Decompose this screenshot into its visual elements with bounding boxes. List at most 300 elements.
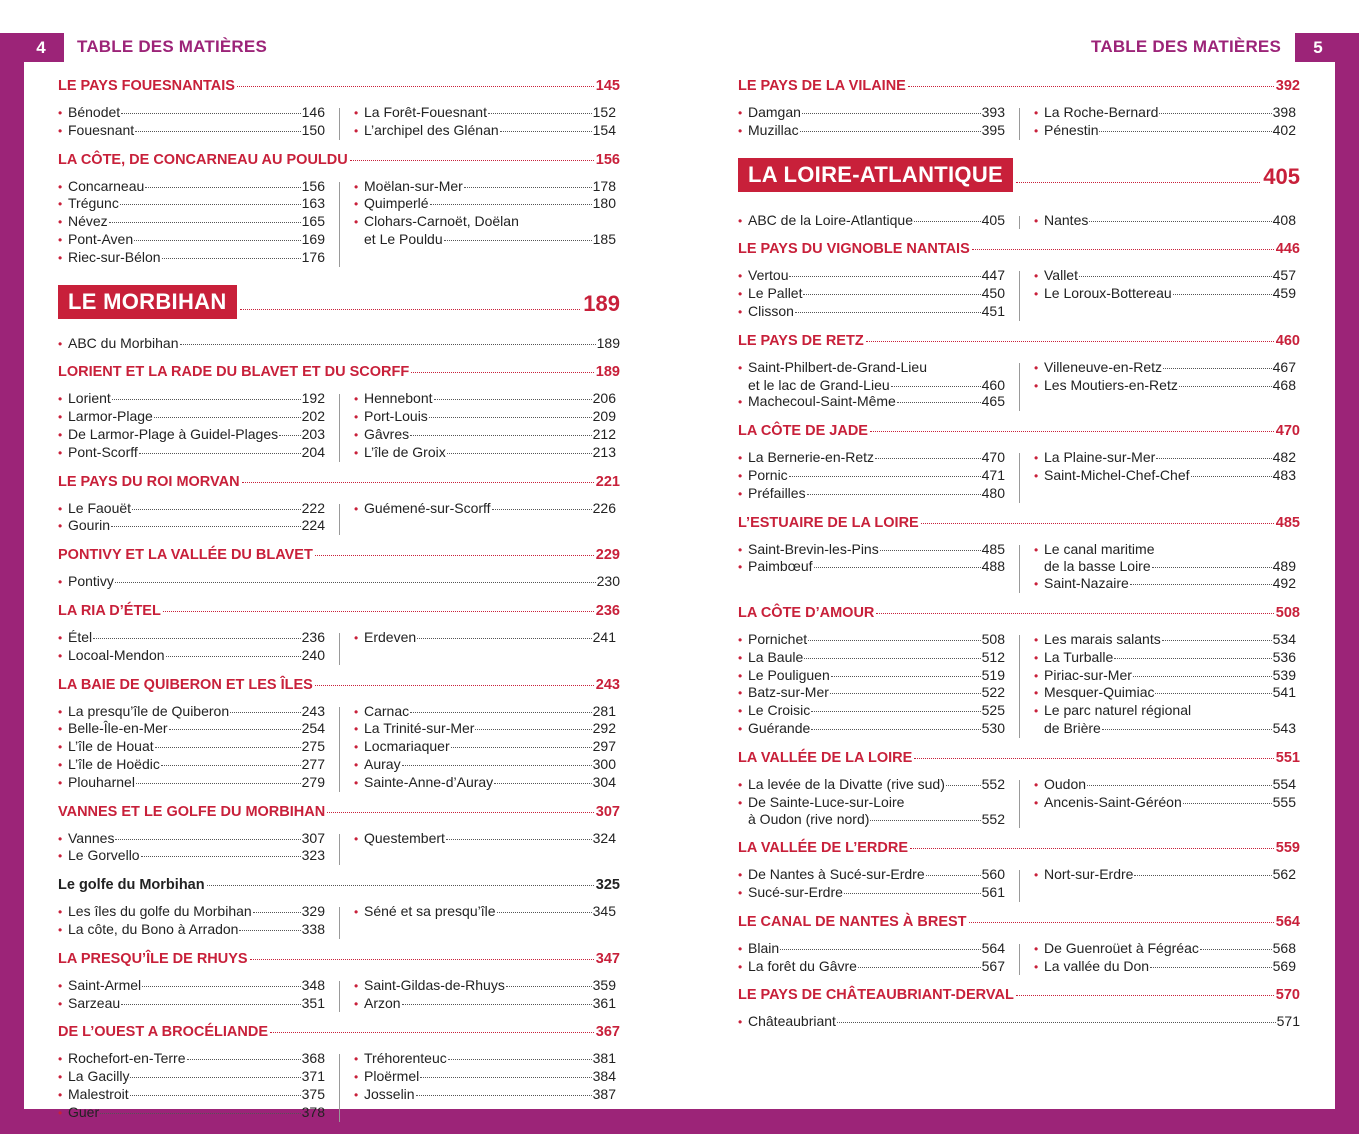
- entry-name: Pornichet: [748, 630, 808, 647]
- toc-entry[interactable]: [1034, 122, 1296, 140]
- entry-name: Guérande: [748, 719, 811, 736]
- entry-page-number: 300: [592, 755, 616, 772]
- section-heading[interactable]: [58, 603, 620, 623]
- toc-entry[interactable]: [738, 449, 1005, 467]
- toc-entry[interactable]: [1034, 866, 1296, 884]
- toc-entry[interactable]: [58, 1050, 325, 1068]
- bullet-icon: •: [58, 630, 63, 645]
- toc-entry[interactable]: [58, 977, 325, 995]
- column-right: [1034, 776, 1296, 828]
- toc-entry[interactable]: [1034, 377, 1296, 395]
- two-column-list: [738, 267, 1300, 320]
- toc-entry[interactable]: [738, 393, 1005, 411]
- dot-leader: [946, 785, 981, 786]
- dot-leader: [130, 1077, 300, 1078]
- toc-entry[interactable]: [354, 995, 616, 1013]
- toc-entry-continued[interactable]: [354, 231, 616, 248]
- entry-page-number: 465: [981, 393, 1005, 410]
- entry-name: Mesquer-Quimiac: [1044, 684, 1155, 701]
- toc-entry[interactable]: [58, 774, 325, 792]
- bullet-icon: •: [1034, 269, 1039, 284]
- entry-name: Larmor-Plage: [68, 408, 153, 425]
- bullet-icon: •: [354, 757, 359, 772]
- page-number-left: 4: [0, 33, 64, 62]
- dot-leader: [494, 783, 591, 784]
- entry-name: Sucé-sur-Erdre: [748, 883, 843, 900]
- toc-entry[interactable]: [738, 940, 1005, 958]
- entry-page-number: 178: [592, 177, 616, 194]
- entry-page-number: 536: [1272, 648, 1296, 665]
- column-left: [738, 449, 1005, 502]
- entry-page-number: 402: [1272, 121, 1296, 138]
- section-page-number: 145: [595, 78, 620, 94]
- toc-entry[interactable]: [58, 738, 325, 756]
- entry-name: Ploërmel: [364, 1068, 420, 1085]
- toc-entry[interactable]: [738, 684, 1005, 702]
- dot-leader: [807, 494, 981, 495]
- entry-page-number: 534: [1272, 630, 1296, 647]
- bullet-icon: •: [58, 250, 63, 265]
- bullet-icon: •: [354, 905, 359, 920]
- toc-entry[interactable]: [1034, 649, 1296, 667]
- toc-entry[interactable]: [738, 794, 1005, 812]
- dot-leader: [1087, 785, 1272, 786]
- toc-entry[interactable]: [354, 195, 616, 213]
- dot-leader: [163, 611, 594, 612]
- section-heading[interactable]: [738, 78, 1300, 98]
- toc-entry[interactable]: [738, 467, 1005, 485]
- section-heading[interactable]: [58, 1024, 620, 1044]
- toc-entry[interactable]: [738, 285, 1005, 303]
- toc-entry[interactable]: [354, 830, 616, 848]
- toc-entry-continued[interactable]: [738, 377, 1005, 394]
- toc-entry[interactable]: [1034, 212, 1296, 230]
- entry-page-number: 165: [301, 213, 325, 230]
- toc-entry[interactable]: [354, 122, 616, 140]
- section-heading[interactable]: [58, 677, 620, 697]
- entry-name: De Guenroüet à Fégréac: [1044, 939, 1199, 956]
- page-number-right: 5: [1295, 33, 1359, 62]
- column-divider: [1019, 108, 1020, 140]
- dot-leader: [1150, 967, 1272, 968]
- toc-entry[interactable]: [58, 213, 325, 231]
- toc-entry[interactable]: [354, 444, 616, 462]
- bullet-icon: •: [1034, 777, 1039, 792]
- toc-entry[interactable]: [354, 426, 616, 444]
- entry-page-number: 451: [981, 302, 1005, 319]
- dot-leader: [410, 435, 592, 436]
- entry-page-number: 203: [301, 425, 325, 442]
- entry-name: Muzillac: [748, 121, 799, 138]
- entry-name: Sarzeau: [68, 994, 121, 1011]
- toc-entry[interactable]: [58, 903, 325, 921]
- bullet-icon: •: [738, 106, 743, 120]
- dot-leader: [187, 1059, 301, 1060]
- entry-page-number: 338: [301, 920, 325, 937]
- column-left: [738, 541, 1005, 593]
- dot-leader: [1173, 294, 1272, 295]
- toc-entry[interactable]: [58, 335, 620, 353]
- entry-page-number: 375: [301, 1085, 325, 1102]
- entry-name: Oudon: [1044, 775, 1087, 792]
- bullet-icon: •: [738, 269, 743, 284]
- dot-leader: [402, 1004, 592, 1005]
- toc-entry[interactable]: [354, 104, 616, 122]
- entry-name: Erdeven: [364, 628, 417, 645]
- bullet-icon: •: [58, 978, 63, 993]
- section-heading[interactable]: [58, 877, 620, 897]
- toc-entry[interactable]: [354, 774, 616, 792]
- toc-entry[interactable]: [58, 231, 325, 249]
- dot-leader: [891, 386, 981, 387]
- toc-entry[interactable]: [738, 720, 1005, 738]
- region-heading[interactable]: [58, 285, 620, 319]
- dot-leader: [1016, 182, 1260, 183]
- toc-entry[interactable]: [738, 1013, 1300, 1031]
- section-title: Le golfe du Morbihan: [58, 877, 205, 894]
- entry-name: L’île de Hoëdic: [68, 755, 160, 772]
- bullet-icon: •: [58, 575, 63, 590]
- dot-leader: [166, 656, 301, 657]
- dot-leader: [1156, 458, 1271, 459]
- toc-entry[interactable]: [354, 408, 616, 426]
- dot-leader: [253, 912, 301, 913]
- region-title: LA LOIRE-ATLANTIQUE: [738, 158, 1013, 192]
- toc-entry[interactable]: [1034, 449, 1296, 467]
- toc-section-lorient-et-la-rade-du-blavet-et-du-scorff: [58, 364, 620, 461]
- entry-page-number: 485: [981, 540, 1005, 557]
- toc-entry[interactable]: [738, 267, 1005, 285]
- two-column-list: [58, 1050, 620, 1121]
- section-page-number: 243: [595, 676, 620, 693]
- entry-page-number: 213: [592, 443, 616, 460]
- bullet-icon: •: [1034, 668, 1039, 683]
- entry-page-number: 561: [981, 883, 1005, 900]
- dot-leader: [315, 555, 594, 556]
- region-heading[interactable]: [738, 158, 1300, 192]
- toc-entry[interactable]: [1034, 631, 1296, 649]
- entry-page-number: 467: [1272, 358, 1296, 375]
- two-column-list: [58, 977, 620, 1013]
- toc-entry-continued[interactable]: [1034, 720, 1296, 737]
- toc-entry[interactable]: [738, 558, 1005, 576]
- toc-entry[interactable]: [354, 390, 616, 408]
- dot-leader: [1163, 368, 1272, 369]
- section-page-number: 551: [1275, 749, 1300, 766]
- section-heading[interactable]: [738, 987, 1300, 1007]
- column-divider: [339, 981, 340, 1013]
- section-heading[interactable]: [738, 914, 1300, 934]
- dot-leader: [121, 113, 300, 114]
- entry-name: Auray: [364, 755, 401, 772]
- entry-name: Josselin: [364, 1085, 415, 1102]
- toc-entry[interactable]: [58, 195, 325, 213]
- running-title-right: TABLE DES MATIÈRES: [1091, 37, 1281, 56]
- toc-entry[interactable]: [58, 500, 325, 518]
- column-divider: [1019, 944, 1020, 976]
- entry-page-number: 169: [301, 230, 325, 247]
- toc-entry[interactable]: [1034, 958, 1296, 976]
- bullet-icon: •: [58, 757, 63, 772]
- dot-leader: [430, 204, 592, 205]
- entry-page-number: 471: [981, 466, 1005, 483]
- entry-page-number: 560: [981, 866, 1005, 883]
- toc-entry[interactable]: [58, 629, 325, 647]
- section-title: L’ESTUAIRE DE LA LOIRE: [738, 514, 919, 531]
- column-divider: [339, 707, 340, 792]
- entry-page-number: 324: [592, 829, 616, 846]
- entry-name-continued: à Oudon (rive nord): [748, 811, 870, 828]
- toc-entry[interactable]: [738, 303, 1005, 321]
- toc-entry[interactable]: [738, 212, 1005, 230]
- toc-entry[interactable]: [354, 1068, 616, 1086]
- toc-entry[interactable]: [58, 249, 325, 267]
- dot-leader: [831, 676, 981, 677]
- dot-leader: [1179, 386, 1272, 387]
- entry-page-number: 202: [301, 408, 325, 425]
- toc-entry[interactable]: [58, 444, 325, 462]
- toc-entry[interactable]: [354, 213, 616, 231]
- toc-entry[interactable]: [1034, 575, 1296, 593]
- column-right: [1034, 212, 1296, 230]
- toc-section-le-golfe-du-morbihan: [58, 877, 620, 939]
- entry-name: Blain: [748, 939, 780, 956]
- toc-entry[interactable]: [1034, 541, 1296, 559]
- toc-entry[interactable]: [58, 1068, 325, 1086]
- toc-entry[interactable]: [58, 426, 325, 444]
- section-title: LE PAYS DE CHÂTEAUBRIANT-DERVAL: [738, 987, 1014, 1004]
- toc-entry[interactable]: [58, 830, 325, 848]
- section-heading[interactable]: [738, 333, 1300, 353]
- toc-entry[interactable]: [354, 1086, 616, 1104]
- column-divider: [339, 108, 340, 140]
- entry-page-number: 329: [301, 903, 325, 920]
- toc-entry-continued[interactable]: [738, 811, 1005, 828]
- entry-name: Nort-sur-Erdre: [1044, 866, 1134, 883]
- entry-page-number: 564: [981, 939, 1005, 956]
- bullet-icon: •: [354, 445, 359, 460]
- section-page-number: 392: [1275, 78, 1300, 94]
- column-right: [354, 903, 616, 939]
- running-title-left: TABLE DES MATIÈRES: [77, 37, 267, 56]
- column-divider: [1019, 363, 1020, 411]
- entry-name: Saint-Michel-Chef-Chef: [1044, 466, 1190, 483]
- dot-leader: [420, 1077, 591, 1078]
- section-heading[interactable]: [738, 423, 1300, 443]
- toc-entry[interactable]: [354, 629, 616, 647]
- toc-entry[interactable]: [738, 122, 1005, 140]
- toc-entry[interactable]: [58, 390, 325, 408]
- entry-name: L’île de Houat: [68, 738, 154, 755]
- toc-entry[interactable]: [58, 921, 325, 939]
- dot-leader: [870, 820, 980, 821]
- toc-section-la-loire-atlantique: [738, 158, 1300, 230]
- section-heading[interactable]: [58, 364, 620, 384]
- entry-page-number: 530: [981, 719, 1005, 736]
- bullet-icon: •: [58, 215, 63, 230]
- section-heading[interactable]: [738, 750, 1300, 770]
- toc-entry[interactable]: [738, 485, 1005, 503]
- entry-name: Bénodet: [68, 104, 121, 120]
- dot-leader: [803, 294, 980, 295]
- entry-name: La Plaine-sur-Mer: [1044, 449, 1156, 466]
- section-title: LE PAYS FOUESNANTAIS: [58, 78, 235, 94]
- entry-page-number: 345: [592, 903, 616, 920]
- toc-entry[interactable]: [354, 1050, 616, 1068]
- section-title: LE CANAL DE NANTES À BREST: [738, 913, 967, 930]
- section-title: LORIENT ET LA RADE DU BLAVET ET DU SCORFF: [58, 364, 410, 381]
- column-divider: [1019, 870, 1020, 902]
- region-page-number: 189: [583, 290, 620, 316]
- bullet-icon: •: [738, 360, 743, 375]
- section-title: LE PAYS DU VIGNOBLE NANTAIS: [738, 241, 970, 258]
- section-heading[interactable]: [58, 152, 620, 172]
- toc-entry[interactable]: [354, 738, 616, 756]
- entry-name: Pornic: [748, 466, 788, 483]
- dot-leader: [1183, 803, 1272, 804]
- toc-entry[interactable]: [58, 720, 325, 738]
- toc-entry[interactable]: [738, 866, 1005, 884]
- toc-entry[interactable]: [58, 703, 325, 721]
- section-heading[interactable]: [738, 515, 1300, 535]
- toc-entry[interactable]: [738, 884, 1005, 902]
- toc-entry[interactable]: [738, 359, 1005, 377]
- entry-page-number: 525: [981, 702, 1005, 719]
- toc-entry[interactable]: [354, 977, 616, 995]
- two-column-list: [738, 631, 1300, 738]
- dot-leader: [506, 986, 592, 987]
- dot-leader: [914, 758, 1274, 759]
- dot-leader: [242, 482, 594, 483]
- dot-leader: [417, 638, 591, 639]
- entry-name: Piriac-sur-Mer: [1044, 666, 1132, 683]
- section-heading[interactable]: [58, 804, 620, 824]
- dot-leader: [830, 693, 981, 694]
- dot-leader: [500, 131, 592, 132]
- entry-page-number: 508: [981, 630, 1005, 647]
- toc-entry[interactable]: [58, 756, 325, 774]
- toc-entry[interactable]: [58, 408, 325, 426]
- dot-leader: [136, 783, 301, 784]
- toc-entry[interactable]: [58, 847, 325, 865]
- toc-entry[interactable]: [738, 104, 1005, 122]
- column-left: [738, 866, 1005, 902]
- toc-entry[interactable]: [738, 776, 1005, 794]
- toc-entry[interactable]: [354, 903, 616, 921]
- toc-entry[interactable]: [58, 104, 325, 122]
- entry-name: Pontivy: [68, 573, 114, 590]
- toc-entry[interactable]: [58, 178, 325, 196]
- column-divider: [339, 182, 340, 267]
- entry-page-number: 459: [1272, 285, 1296, 302]
- toc-entry[interactable]: [738, 958, 1005, 976]
- toc-entry[interactable]: [354, 178, 616, 196]
- entry-name: Étel: [68, 628, 93, 645]
- dot-leader: [145, 187, 300, 188]
- toc-entry[interactable]: [738, 667, 1005, 685]
- entry-page-number: 348: [301, 976, 325, 993]
- toc-entry[interactable]: [58, 1104, 325, 1122]
- entry-page-number: 371: [301, 1068, 325, 1085]
- column-left: [58, 977, 325, 1013]
- column-left: [738, 631, 1005, 738]
- entry-page-number: 541: [1272, 684, 1296, 701]
- section-heading[interactable]: [738, 840, 1300, 860]
- dot-leader: [811, 711, 980, 712]
- dot-leader: [250, 959, 594, 960]
- toc-entry[interactable]: [354, 703, 616, 721]
- entry-page-number: 552: [981, 811, 1005, 828]
- section-heading[interactable]: [58, 78, 620, 98]
- dot-leader: [411, 372, 594, 373]
- dot-leader: [112, 399, 301, 400]
- entry-page-number: 351: [301, 994, 325, 1011]
- bullet-icon: •: [58, 849, 63, 864]
- dot-leader: [876, 613, 1273, 614]
- toc-entry[interactable]: [58, 122, 325, 140]
- toc-entry[interactable]: [354, 756, 616, 774]
- toc-entry[interactable]: [1034, 267, 1296, 285]
- toc-entry[interactable]: [354, 500, 616, 518]
- section-heading[interactable]: [58, 474, 620, 494]
- toc-entry[interactable]: [1034, 940, 1296, 958]
- dot-leader: [795, 312, 981, 313]
- toc-entry[interactable]: [738, 631, 1005, 649]
- dot-leader: [111, 526, 301, 527]
- region-page-number: 405: [1263, 163, 1300, 189]
- section-heading[interactable]: [738, 241, 1300, 261]
- section-heading[interactable]: [58, 547, 620, 567]
- dot-leader: [800, 131, 981, 132]
- toc-entry[interactable]: [1034, 359, 1296, 377]
- toc-entry[interactable]: [1034, 776, 1296, 794]
- two-column-list: [58, 629, 620, 665]
- toc-entry[interactable]: [1034, 285, 1296, 303]
- toc-entry[interactable]: [354, 720, 616, 738]
- dot-leader: [870, 431, 1274, 432]
- bullet-icon: •: [738, 451, 743, 466]
- toc-entry[interactable]: [58, 647, 325, 665]
- section-heading[interactable]: [58, 951, 620, 971]
- toc-entry[interactable]: [58, 1086, 325, 1104]
- toc-entry[interactable]: [1034, 104, 1296, 122]
- toc-entry[interactable]: [58, 573, 620, 591]
- toc-entry[interactable]: [738, 649, 1005, 667]
- toc-entry[interactable]: [738, 541, 1005, 559]
- toc-entry[interactable]: [1034, 684, 1296, 702]
- toc-entry[interactable]: [738, 702, 1005, 720]
- bullet-icon: •: [738, 486, 743, 501]
- entry-name-continued: et Le Pouldu: [364, 230, 443, 247]
- column-right: [354, 178, 616, 267]
- entry-name: Saint-Philbert-de-Grand-Lieu: [748, 358, 927, 375]
- toc-section-la-vallee-de-la-loire: [738, 750, 1300, 828]
- dot-leader: [434, 399, 592, 400]
- toc-entry[interactable]: [58, 517, 325, 535]
- section-heading[interactable]: [738, 605, 1300, 625]
- dot-leader: [1016, 995, 1274, 996]
- dot-leader: [120, 204, 301, 205]
- entry-name: Riec-sur-Bélon: [68, 248, 161, 265]
- toc-entry[interactable]: [1034, 794, 1296, 812]
- toc-entry[interactable]: [58, 995, 325, 1013]
- toc-entry[interactable]: [1034, 702, 1296, 720]
- dot-leader: [327, 812, 594, 813]
- dot-leader: [410, 712, 592, 713]
- toc-entry[interactable]: [1034, 667, 1296, 685]
- toc-entry-continued[interactable]: [1034, 558, 1296, 575]
- toc-entry[interactable]: [1034, 467, 1296, 485]
